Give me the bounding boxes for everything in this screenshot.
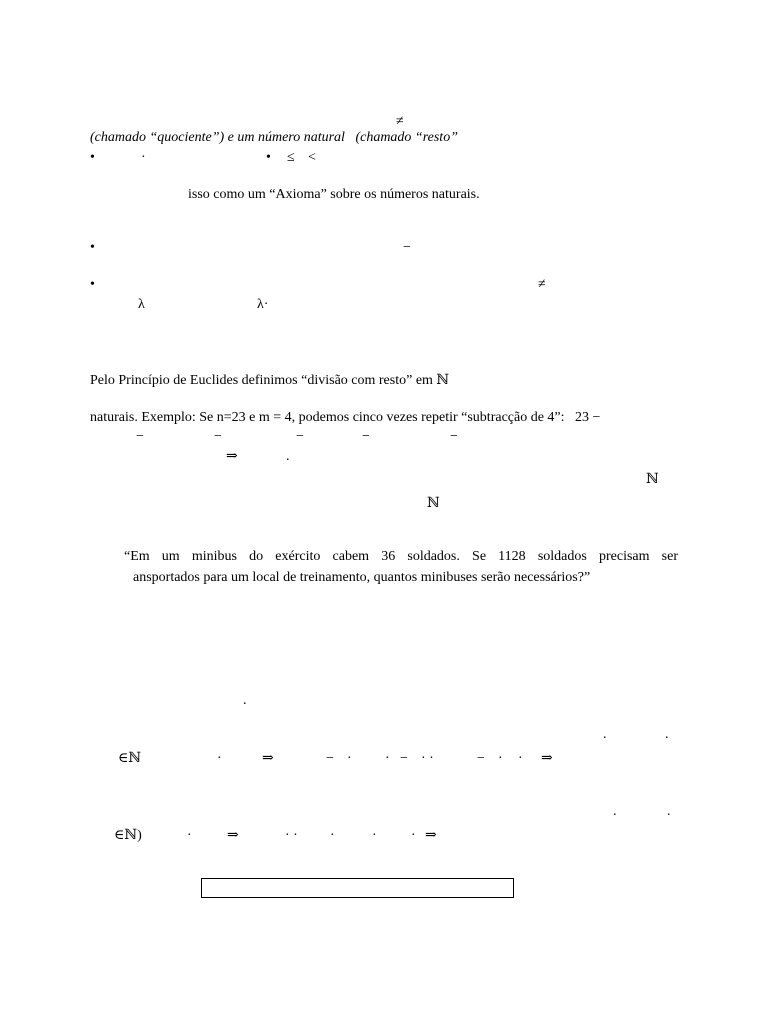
dot-symbol: . [667, 804, 671, 819]
dot-symbol: · [347, 751, 352, 766]
bullet: • [90, 150, 95, 165]
natural-numbers-symbol: ℕ [427, 496, 440, 511]
lambda-symbol: λ· [257, 297, 269, 312]
dot-symbol: · [498, 751, 503, 766]
bullet: • [266, 150, 271, 165]
minus-symbol: − [214, 429, 222, 444]
bullet: • [90, 240, 95, 255]
lambda-symbol: λ [138, 297, 145, 312]
minus-symbol: − [477, 751, 485, 766]
problem-quote-line-1: “Em um minibus do exército cabem 36 soldados. Se 1128 soldados precisam ser [124, 549, 678, 564]
axiom-line: isso como um “Axioma” sobre os números naturais. [188, 187, 480, 202]
minus-symbol: − [326, 751, 334, 766]
minus-symbol: − [136, 429, 144, 444]
example-line: naturais. Exemplo: Se n=23 e m = 4, podemos cinco vezes repetir “subtracção de 4”: 23 − [90, 410, 601, 425]
dot-symbol: · [217, 751, 222, 766]
implies-symbol: ⇒ [226, 449, 238, 464]
le-symbol: ≤ [287, 150, 295, 165]
neq-symbol: ≠ [396, 114, 404, 129]
problem-quote-line-2: ansportados para um local de treinamento, quantos minibuses serão necessários?” [133, 570, 591, 585]
quotient-remainder-line: (chamado “quociente”) e um número natural (chamado “resto” [90, 130, 458, 145]
implies-symbol: ⇒ [425, 828, 437, 843]
lt-symbol: < [308, 150, 316, 165]
minus-symbol: − [362, 429, 370, 444]
dot-symbol: · [330, 828, 335, 843]
dot-symbol: · [411, 828, 416, 843]
in-natural-symbol: ∈ℕ [118, 751, 142, 766]
neq-symbol: ≠ [538, 277, 546, 292]
dot-symbol: · · [421, 751, 434, 766]
minus-symbol: − [400, 751, 408, 766]
implies-symbol: ⇒ [262, 751, 274, 766]
minus-symbol: − [450, 429, 458, 444]
natural-numbers-symbol: ℕ [646, 472, 659, 487]
bullet: • [90, 277, 95, 292]
in-natural-symbol: ∈ℕ) [114, 828, 142, 843]
dot-symbol: . [286, 449, 290, 464]
minus-symbol: − [403, 240, 411, 255]
dot-symbol: . [603, 727, 607, 742]
implies-symbol: ⇒ [541, 751, 553, 766]
dot-symbol: · [141, 150, 146, 165]
dot-symbol: . [665, 727, 669, 742]
dot-symbol: · [372, 828, 377, 843]
answer-box [201, 878, 514, 898]
dot-symbol: · [187, 828, 192, 843]
minus-symbol: − [296, 429, 304, 444]
implies-symbol: ⇒ [227, 828, 239, 843]
dot-symbol: . [243, 693, 247, 708]
dot-symbol: · [385, 751, 390, 766]
dot-symbol: · · [285, 828, 298, 843]
dot-symbol: . [613, 804, 617, 819]
dot-symbol: · [518, 751, 523, 766]
euclid-principle-line: Pelo Princípio de Euclides definimos “divisão com resto” em ℕ [90, 373, 450, 388]
